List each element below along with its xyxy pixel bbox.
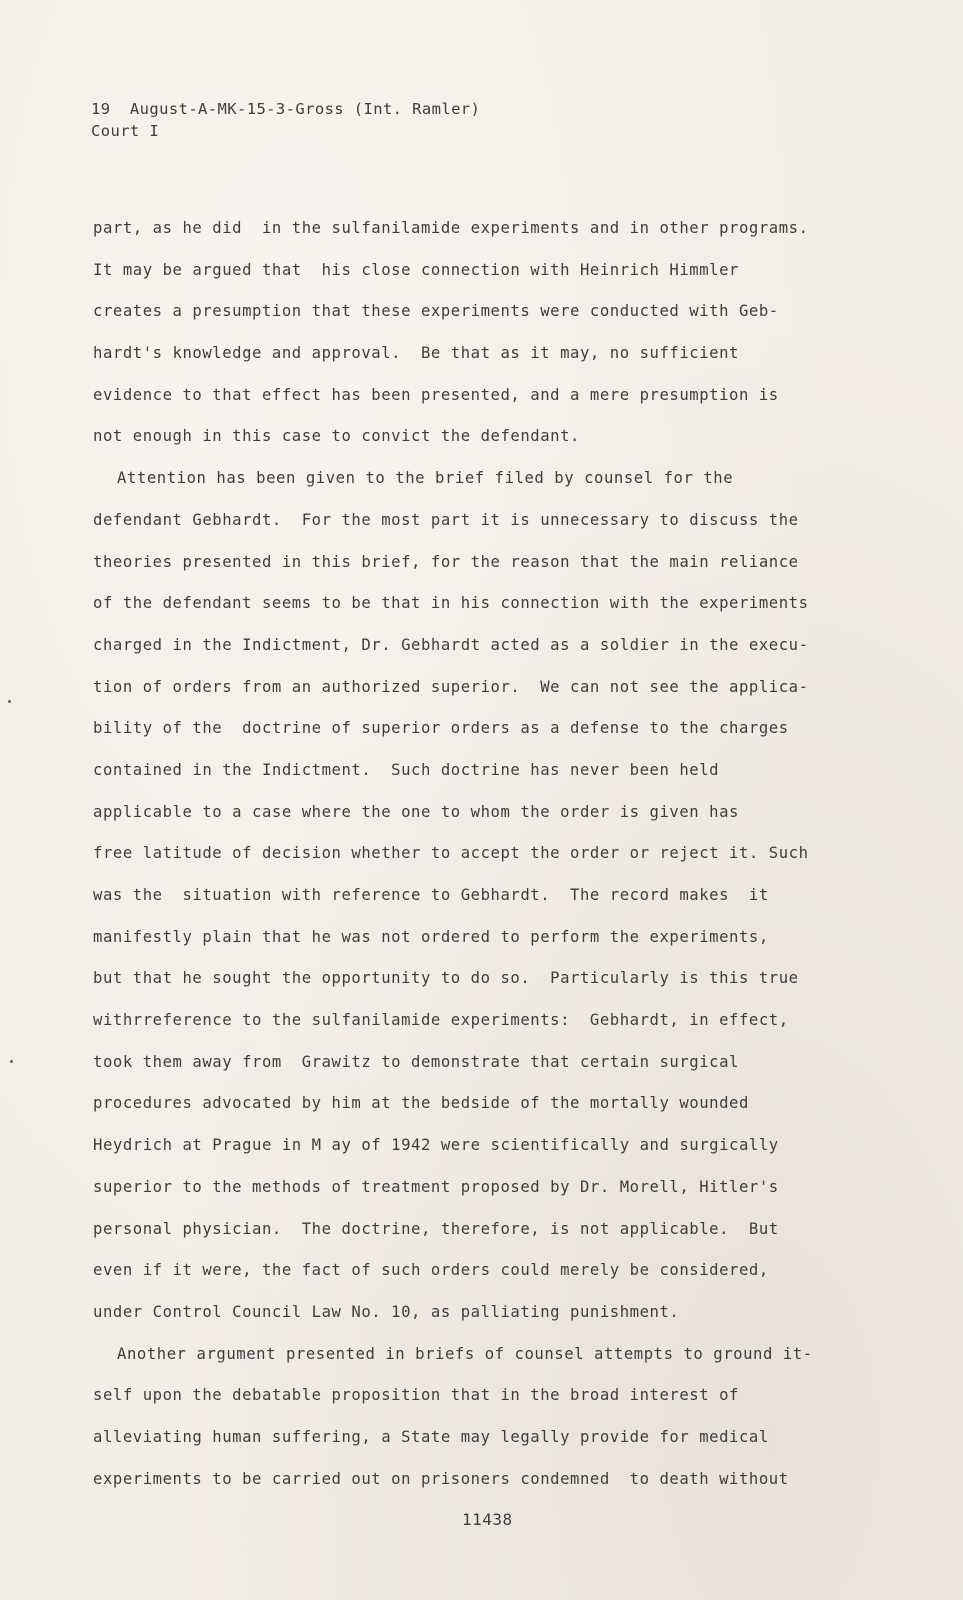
text-line: Heydrich at Prague in M ay of 1942 were scientifically and surgically [93, 1136, 779, 1155]
text-line: contained in the Indictment. Such doctrine has never been held [93, 760, 720, 779]
text-line: alleviating human suffering, a State may legally provide for medical [93, 1427, 769, 1446]
text-line: creates a presumption that these experiments were conducted with Geb- [93, 302, 779, 321]
text-line: evidence to that effect has been presented, and a mere presumption is [93, 385, 779, 404]
header-reference: 19 August-A-MK-15-3-Gross (Int. Ramler) [91, 100, 481, 118]
header-court: Court I [91, 122, 160, 140]
text-line: of the defendant seems to be that in his connection with the experiments [93, 594, 809, 613]
paragraph-first-line: Attention has been given to the brief filed by counsel for the [117, 469, 734, 488]
text-line: bility of the doctrine of superior orders as a defense to the charges [93, 719, 789, 738]
text-line: part, as he did in the sulfanilamide experiments and in other programs. [93, 219, 809, 237]
text-line: was the situation with reference to Gebhardt. The record makes it [93, 886, 769, 904]
text-line: withrreference to the sulfanilamide experiments: Gebhardt, in effect, [93, 1011, 789, 1030]
text-line: even if it were, the fact of such orders could merely be considered, [93, 1261, 769, 1280]
page-number: 11438 [462, 1510, 513, 1529]
text-line: superior to the methods of treatment proposed by Dr. Morell, Hitler's [93, 1177, 779, 1196]
text-line: but that he sought the opportunity to do so. Particularly is this true [93, 969, 799, 988]
paragraph-first-line: Another argument presented in briefs of counsel attempts to ground it- [117, 1344, 813, 1363]
text-line: tion of orders from an authorized superior. We can not see the applica- [93, 677, 809, 696]
text-line: not enough in this case to convict the defendant. [93, 427, 580, 446]
document-header [91, 98, 480, 142]
text-line: applicable to a case where the one to whom the order is given has [93, 802, 739, 821]
text-line: experiments to be carried out on prisoners condemned to death without [93, 1469, 789, 1488]
text-line: under Control Council Law No. 10, as palliating punishment. [93, 1302, 680, 1321]
paper-speck [8, 700, 11, 703]
text-line: took them away from Grawitz to demonstrate that certain surgical [93, 1052, 739, 1071]
document-body [93, 217, 853, 1509]
text-line: personal physician. The doctrine, therefore, is not applicable. But [93, 1219, 779, 1238]
text-line: It may be argued that his close connection with Heinrich Himmler [93, 260, 739, 279]
text-line: manifestly plain that he was not ordered to perform the experiments, [93, 927, 769, 946]
text-line: defendant Gebhardt. For the most part it is unnecessary to discuss the [93, 510, 799, 529]
text-line: theories presented in this brief, for the reason that the main reliance [93, 552, 799, 571]
paper-speck [10, 1060, 13, 1063]
text-line: charged in the Indictment, Dr. Gebhardt acted as a soldier in the execu- [93, 635, 809, 654]
text-line: hardt's knowledge and approval. Be that as it may, no sufficient [93, 344, 739, 363]
text-line: free latitude of decision whether to accept the order or reject it. Such [93, 844, 809, 863]
text-line: self upon the debatable proposition that in the broad interest of [93, 1386, 739, 1405]
text-line: procedures advocated by him at the bedside of the mortally wounded [93, 1094, 749, 1113]
